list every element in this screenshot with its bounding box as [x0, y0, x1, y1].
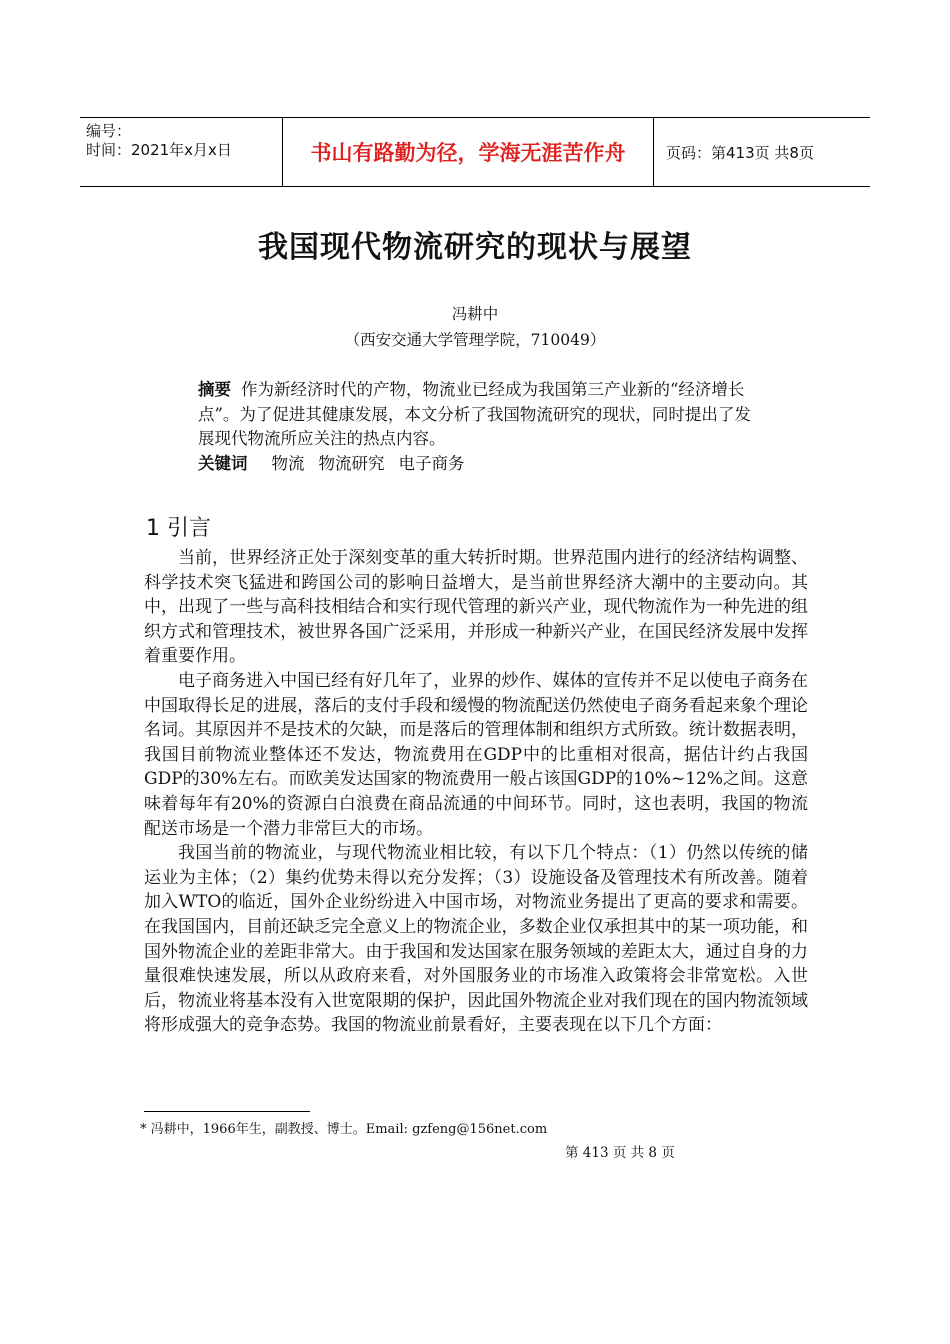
header-meta — [86, 122, 282, 160]
section-body — [144, 546, 808, 1038]
keyword: 物流研究 — [318, 453, 385, 473]
footnote: * 冯耕中，1966年生，副教授、博士。Email: gzfeng@156net.com — [140, 1122, 548, 1137]
header-page-info: 页码：第413页 共8页 — [666, 143, 814, 162]
abstract-text: 作为新经济时代的产物，物流业已经成为我国第三产业新的“经济增长点”。为了促进其健康发展，本文分析了我国物流研究的现状，同时提出了发展现代物流所应关注的热点内容。 — [198, 380, 751, 448]
paper-title: 我国现代物流研究的现状与展望 — [258, 230, 692, 265]
footnote-divider — [144, 1111, 310, 1112]
paragraph: 电子商务进入中国已经有好几年了，业界的炒作、媒体的宣传并不足以使电子商务在中国取得长足的进展，落后的支付手段和缓慢的物流配送仍然使电子商务看起来象个理论名词。其原因并不是技术的欠缺，而是落后的管理体制和组织方式所致。统计数据表明，我国目前物流业整体还不发达，物流费用在GDP中的比重相对很高，据估计约占我国GDP的30%左右。而欧美发达国家的物流费用一般占该国GDP的10%~12%之间。这意味着每年有20%的资源白白浪费在商品流通的中间环节。同时，这也表明，我国的物流配送市场是一个潜力非常巨大的市场。 — [144, 670, 808, 839]
section-heading: 1 引言 — [146, 516, 211, 541]
paragraph: 我国当前的物流业，与现代物流业相比较，有以下几个特点：（1）仍然以传统的储运业为主体；（2）集约优势未得以充分发挥；（3）设施设备及管理技术有所改善。随着加入WTO的临近，国外企业纷纷进入中国市场，对物流业务提出了更高的要求和需要。在我国国内，目前还缺乏完全意义上的物流企业，多数企业仅承担其中的某一项功能，和国外物流企业的差距非常大。由于我国和发达国家在服务领域的差距太大，通过自身的力量很难快速发展，所以从政府来看，对外国服务业的市场准入政策将会非常宽松。入世后，物流业将基本没有入世宽限期的保护，因此国外物流企业对我们现在的国内物流领域将形成强大的竞争态势。我国的物流业前景看好，主要表现在以下几个方面： — [144, 843, 808, 1036]
keywords — [198, 452, 754, 477]
document-number-label: 编号： — [86, 122, 132, 140]
abstract-label: 摘要 — [198, 380, 231, 399]
abstract-block — [198, 378, 754, 476]
keywords-label: 关键词 — [198, 453, 248, 473]
document-header — [80, 117, 870, 187]
header-motto: 书山有路勤为径，学海无涯苦作舟 — [282, 118, 654, 186]
affiliation: （西安交通大学管理学院，710049） — [344, 331, 606, 349]
abstract — [198, 378, 754, 452]
paragraph: 当前，世界经济正处于深刻变革的重大转折时期。世界范围内进行的经济结构调整、科学技术突飞猛进和跨国公司的影响日益增大，是当前世界经济大潮中的主要动向。其中，出现了一些与高科技相结合和实行现代管理的新兴产业，现代物流作为一种先进的组织方式和管理技术，被世界各国广泛采用，并形成一种新兴产业，在国民经济发展中发挥着重要作用。 — [144, 548, 808, 667]
keyword: 电子商务 — [398, 453, 465, 473]
author: 冯耕中 — [451, 305, 499, 323]
page-number: 第 413 页 共 8 页 — [565, 1145, 675, 1161]
keyword: 物流 — [271, 453, 305, 473]
document-time-label: 时间：2021年x月x日 — [86, 141, 232, 159]
